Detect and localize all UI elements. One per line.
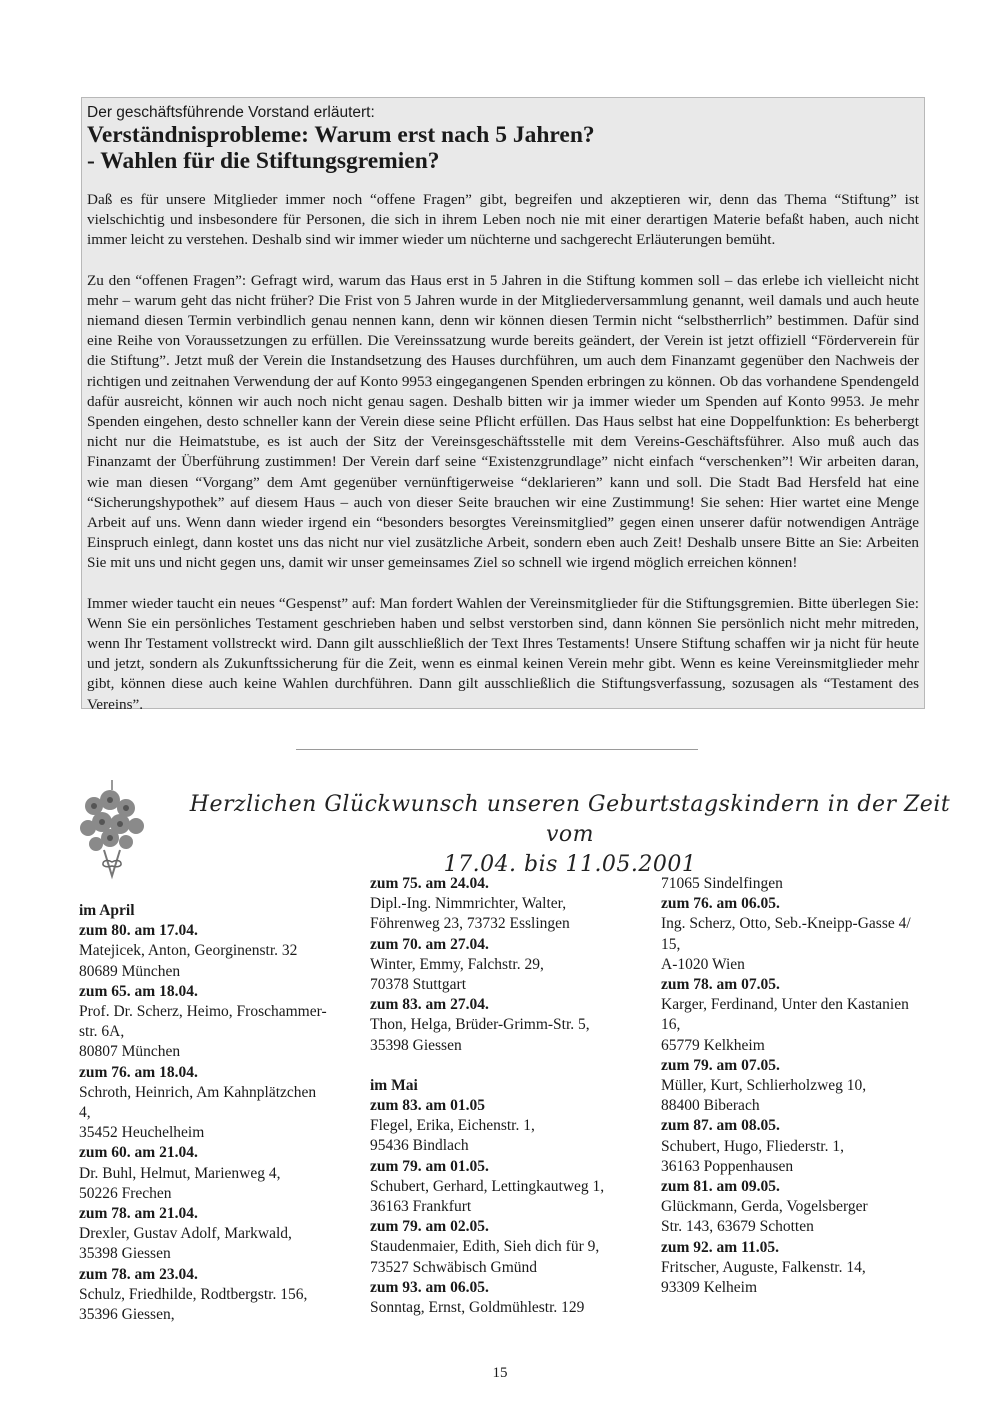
birthday-entry-line: 70378 Stuttgart — [370, 976, 467, 994]
birthday-heading: zum 93. am 06.05. — [370, 1278, 489, 1296]
birthday-heading: zum 79. am 01.05. — [370, 1157, 489, 1175]
birthday-heading: zum 60. am 21.04. — [79, 1144, 198, 1162]
birthday-heading: zum 81. am 09.05. — [661, 1178, 780, 1196]
article-box — [81, 97, 925, 713]
article-paragraph-1: Daß es für unsere Mitglieder immer noch “offene Fragen” gibt, begreifen und akzeptieren wir, denn das Thema “Stiftung” ist vielschichtig und insbesondere für Personen, die sich in ihrem Leben noch nie mit einer derartigen Materie befaßt haben, auch nicht immer leicht zu verstehen. Deshalb sind wir immer wieder um nüchterne und sachgerecht Erläuterungen bemüht. — [87, 191, 919, 249]
birthday-entry-line: Dr. Buhl, Helmut, Marienweg 4, — [79, 1164, 281, 1182]
birthday-entry-line: Drexler, Gustav Adolf, Markwald, — [79, 1225, 292, 1243]
birthday-entry-line: Glückmann, Gerda, Vogelsberger — [661, 1198, 868, 1216]
birthday-entry-line: Schubert, Gerhard, Lettingkautweg 1, — [370, 1177, 605, 1195]
birthday-entry-line: 36163 Frankfurt — [370, 1198, 472, 1216]
birthday-entry-line: 65779 Kelkheim — [661, 1036, 765, 1054]
birthday-entry-line: Thon, Helga, Brüder-Grimm-Str. 5, — [370, 1016, 590, 1034]
birthday-column-3 — [661, 874, 941, 1298]
birthday-entry-line: Schulz, Friedhilde, Rodtbergstr. 156, — [79, 1285, 308, 1303]
birthday-heading: zum 76. am 18.04. — [79, 1063, 198, 1081]
birthday-heading: zum 92. am 11.05. — [661, 1238, 779, 1256]
birthday-heading: im Mai — [370, 1076, 418, 1094]
article-paragraph-2: Zu den “offenen Fragen”: Gefragt wird, warum das Haus erst in 5 Jahren in die Stiftung kommen soll – das erlebe ich vielleicht nicht mehr – warum geht das nicht früher? Die Frist von 5 Jahren wurde in der Mitgliederversammlung genannt, weil damals und auch heute niemand diesen Termin verbindlich genau nennen kann, denn wir können diesen Termin nicht “selbstherrlich” bestimmen. Dafür sind eine Reihe von Voraussetzungen zu erfüllen. Die Vereinssatzung wurde bereits geändert, der Verein ist jetzt offiziell “Förderverein für die Stiftung”. Jetzt muß der Verein die Instandsetzung des Hauses durchführen, um auch dem Finanzamt gegenüber den Nachweis der richtigen und zeitnahen Verwendung der auf Konto 9953 eingegangenen Spenden erbringen zu können. Ob das vorhandene Spendengeld dafür ausreicht, können wir auch noch nicht genau sagen. Deshalb bitten wir ja immer wieder um Spenden auf Konto 9953. Je mehr Spenden eingehen, desto schneller kann der Verein diese seine Pflicht erfüllen. Das Haus selbst hat eine Doppelfunktion: Es beherbergt nicht nur die Heimatstube, es ist auch der Sitz der Vereinsgeschäftsstelle mit dem Vereins-Geschäftsführer. Also muß auch das Finanzamt der Überführung zustimmen! Der Verein darf seine “Existenzgrundlage” nicht einfach “verschenken”! Wir arbeiten daran, wie man diesen “Vorgang” dem Amt gegenüber vernünftigerweise “deklarieren” kann und soll. Die Stadt Bad Hersfeld hat eine “Sicherungshypothek” auf diesem Haus – auch von dieser Seite brauchen wir eine Zustimmung! Sie sehen: Hier wartet eine Menge Arbeit auf uns. Wenn dann wieder irgend ein “besonders besorgtes Vereinsmitglied” gegen einen unserer dafür notwendigen Anträge Einspruch einlegt, dann kostet uns das nicht nur viel zusätzliche Arbeit, sondern eben auch Zeit! Deshalb unsere Bitte an Sie: Arbeiten Sie mit uns und nicht gegen uns, damit wir unser gemeinsames Ziel so schnell wie irgend möglich erreichen können! — [87, 271, 919, 572]
birthday-heading: zum 83. am 27.04. — [370, 996, 489, 1014]
birthday-heading: zum 78. am 23.04. — [79, 1265, 198, 1283]
birthday-entry-line: Fritscher, Auguste, Falkenstr. 14, — [661, 1258, 866, 1276]
birthday-greeting — [180, 790, 960, 880]
birthday-heading: zum 78. am 07.05. — [661, 976, 780, 994]
birthday-entry-line: Karger, Ferdinand, Unter den Kastanien — [661, 996, 909, 1014]
greeting-line-2: 17.04. bis 11.05.2001 — [443, 852, 697, 877]
birthday-entry-line: 35396 Giessen, — [79, 1306, 175, 1324]
birthday-entry-line: 88400 Biberach — [661, 1097, 760, 1115]
birthday-entry-line: Föhrenweg 23, 73732 Esslingen — [370, 915, 570, 933]
birthday-heading: zum 80. am 17.04. — [79, 922, 198, 940]
birthday-entry-line: 35398 Giessen — [370, 1036, 462, 1054]
birthday-entry-line: Ing. Scherz, Otto, Seb.-Kneipp-Gasse 4/ — [661, 915, 911, 933]
birthday-heading: zum 70. am 27.04. — [370, 935, 489, 953]
column-spacer — [370, 1056, 640, 1076]
birthday-entry-line: Sonntag, Ernst, Goldmühlestr. 129 — [370, 1299, 585, 1317]
birthday-entry-line: Matejicek, Anton, Georginenstr. 32 — [79, 942, 298, 960]
article-paragraph-3: Immer wieder taucht ein neues “Gespenst” auf: Man fordert Wahlen der Vereinsmitglieder für die Stiftungsgremien. Bitte überlegen Sie: Wenn Sie ein persönliches Testament geschrieben haben und selbst verstorben sind, dann können Sie persönlich nicht mehr mitreden, wenn Ihr Testament vollstreckt wird. Dann gilt ausschließlich der Text Ihres Testaments! Unsere Stiftung schaffen wir ja nicht für heute und jetzt, sondern als Zukunftssicherung für die Zeit, wenn es einmal keinen Verein mehr gibt. Wenn es keine Vereinsmitglieder mehr gibt, können diese auch keine Wahlen durchführen. Dann gilt ausschließlich die Stiftungsverfassung, sozusagen als “Testament des Vereins”. — [87, 594, 919, 713]
birthday-entry-line: 80689 München — [79, 962, 181, 980]
birthday-heading: zum 79. am 07.05. — [661, 1056, 780, 1074]
birthday-entry-line: 71065 Sindelfingen — [661, 875, 783, 892]
birthday-entry-line: 16, — [661, 1016, 681, 1034]
birthday-heading: im April — [79, 902, 135, 919]
birthday-entry-line: Müller, Kurt, Schlierholzweg 10, — [661, 1077, 867, 1095]
birthday-entry-line: Schroth, Heinrich, Am Kahnplätzchen — [79, 1083, 317, 1101]
birthday-entry-line: 50226 Frechen — [79, 1184, 172, 1202]
birthday-heading: zum 76. am 06.05. — [661, 895, 780, 913]
birthday-entry-line: Str. 143, 63679 Schotten — [661, 1218, 814, 1236]
birthday-entry-line: 35398 Giessen — [79, 1245, 171, 1263]
birthday-heading: zum 83. am 01.05 — [370, 1097, 485, 1115]
birthday-entry-line: 73527 Schwäbisch Gmünd — [370, 1258, 538, 1276]
article-headline-line-1: Verständnisprobleme: Warum erst nach 5 Jahren? — [87, 122, 595, 148]
birthday-entry-line: 35452 Heuchelheim — [79, 1124, 205, 1142]
birthday-column-1 — [79, 901, 349, 1325]
birthday-heading: zum 78. am 21.04. — [79, 1205, 198, 1223]
birthday-entry-line: 80807 München — [79, 1043, 181, 1061]
birthday-entry-line: 4, — [79, 1104, 91, 1122]
birthday-entry-line: 15, — [661, 935, 681, 953]
page-number: 15 — [492, 1365, 508, 1381]
birthday-column-2 — [370, 874, 640, 1318]
article-headline-line-2: - Wahlen für die Stiftungsgremien? — [87, 148, 440, 174]
birthday-entry-line: Prof. Dr. Scherz, Heimo, Froschammer- — [79, 1003, 327, 1021]
birthday-entry-line: Flegel, Erika, Eichenstr. 1, — [370, 1117, 535, 1135]
section-divider — [296, 749, 698, 750]
greeting-line-1: Herzlichen Glückwunsch unseren Geburtstagskindern in der Zeit vom — [189, 792, 951, 847]
birthday-entry-line: 93309 Kelheim — [661, 1279, 757, 1297]
birthday-entry-line: Staudenmaier, Edith, Sieh dich für 9, — [370, 1238, 600, 1256]
birthday-entry-line: 36163 Poppenhausen — [661, 1157, 794, 1175]
birthday-entry-line: A-1020 Wien — [661, 955, 745, 973]
birthday-entry-line: Dipl.-Ing. Nimmrichter, Walter, — [370, 895, 567, 913]
article-kicker: Der geschäftsführende Vorstand erläutert: — [87, 104, 375, 121]
birthday-heading: zum 79. am 02.05. — [370, 1218, 489, 1236]
birthday-heading: zum 65. am 18.04. — [79, 982, 198, 1000]
birthday-entry-line: Schubert, Hugo, Fliederstr. 1, — [661, 1137, 844, 1155]
birthday-entry-line: 95436 Bindlach — [370, 1137, 469, 1155]
birthday-entry-line: Winter, Emmy, Falchstr. 29, — [370, 955, 544, 973]
birthday-heading: zum 87. am 08.05. — [661, 1117, 780, 1135]
birthday-entry-line: str. 6A, — [79, 1023, 125, 1041]
birthday-heading: zum 75. am 24.04. — [370, 875, 489, 892]
flower-bouquet-icon — [74, 778, 150, 898]
